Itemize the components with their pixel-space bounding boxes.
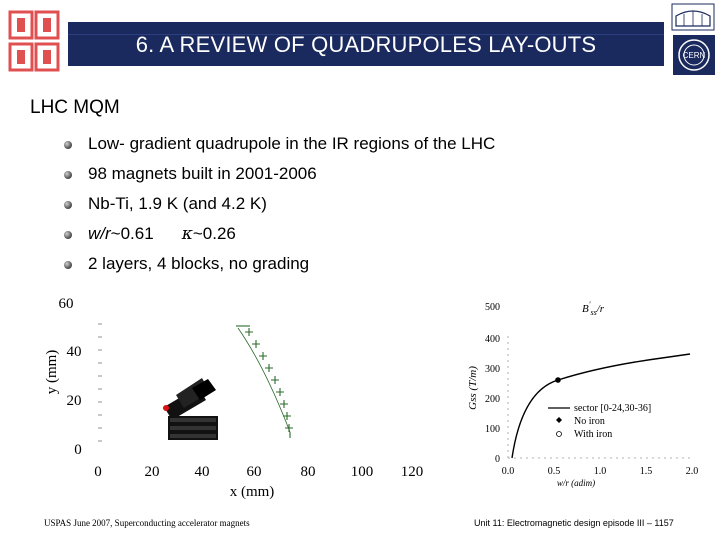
kappa-symbol: κ: [181, 224, 193, 244]
footer-left: USPAS June 2007, Superconducting accelerator magnets: [44, 518, 250, 528]
plot-legend: [544, 398, 694, 448]
bullet-item: [64, 132, 495, 162]
y-tick-label: 100: [485, 424, 500, 435]
y-tick-label: 300: [485, 364, 500, 375]
bullet-text: 98 magnets built in 2001-2006: [88, 164, 317, 183]
y-tick-label: 500: [485, 302, 500, 313]
bullet-text: 2 layers, 4 blocks, no grading: [88, 254, 310, 273]
x-axis-label: x (mm): [229, 484, 275, 500]
title-bar: [68, 22, 664, 66]
building-logo-icon: [670, 2, 716, 32]
bullet-text-wr-value: ~0.61: [110, 224, 154, 243]
coil-cross-section-figure: [40, 292, 440, 504]
legend-entry: No iron: [574, 416, 605, 427]
y-tick-label: 0: [495, 454, 500, 465]
x-tick-label: 1.0: [593, 466, 607, 477]
bullet-icon: [64, 141, 72, 149]
x-tick-label: 60: [246, 464, 262, 480]
bullet-text-kappa-value: ~0.26: [192, 224, 236, 243]
bullet-icon: [64, 231, 72, 239]
y-axis-label: y (mm): [44, 349, 60, 395]
section-heading: LHC MQM: [30, 97, 120, 118]
cern-logo-icon: [672, 34, 716, 76]
x-tick-label: 0.5: [547, 466, 561, 477]
legend-entry: With iron: [574, 429, 613, 440]
mqm-point-marker: [555, 377, 561, 383]
x-tick-label: 80: [300, 464, 316, 480]
bullet-item: [64, 192, 495, 222]
bullet-icon: [64, 201, 72, 209]
x-tick-label: 0: [94, 464, 102, 480]
x-tick-label: 20: [144, 464, 160, 480]
bullet-item: [64, 162, 495, 192]
x-tick-label: 120: [400, 464, 424, 480]
cern-logo-text: CERN: [682, 51, 706, 60]
x-tick-label: 0.0: [501, 466, 515, 477]
bullet-list: [64, 132, 495, 282]
x-axis-label: w/r (adim): [556, 478, 596, 488]
bullet-text: Nb-Ti, 1.9 K (and 4.2 K): [88, 194, 267, 213]
gradient-plot-figure: [462, 296, 712, 496]
yoke-boundary: [236, 326, 293, 438]
y-tick-label: 400: [485, 334, 500, 345]
x-tick-label: 40: [194, 464, 210, 480]
bullet-item: [64, 252, 495, 282]
y-tick-label: 200: [485, 394, 500, 405]
uspas-logo-icon: [4, 6, 66, 76]
y-tick-label: 20: [66, 393, 82, 409]
y-axis-label: Gss (T/m): [467, 366, 479, 410]
bullet-item: [64, 222, 495, 252]
bullet-text-wr: w/r: [88, 224, 111, 243]
y-tick-label: 0: [74, 442, 82, 458]
x-tick-label: 2.0: [685, 466, 699, 477]
footer-right: Unit 11: Electromagnetic design episode III – 1157: [474, 518, 674, 528]
bullet-icon: [64, 261, 72, 269]
x-tick-label: 100: [350, 464, 374, 480]
bullet-text: Low- gradient quadrupole in the IR regions of the LHC: [88, 134, 496, 153]
legend-entry: sector [0-24,30-36]: [574, 403, 652, 414]
y-tick-label: 40: [66, 344, 82, 360]
plot-top-label: $B'_{ss}/r$: [582, 300, 605, 317]
page-title: 6. A REVIEW OF QUADRUPOLES LAY-OUTS: [135, 32, 597, 57]
y-tick-label: 60: [58, 296, 74, 312]
bullet-icon: [64, 171, 72, 179]
x-tick-label: 1.5: [639, 466, 653, 477]
coil-blocks: [163, 378, 218, 440]
